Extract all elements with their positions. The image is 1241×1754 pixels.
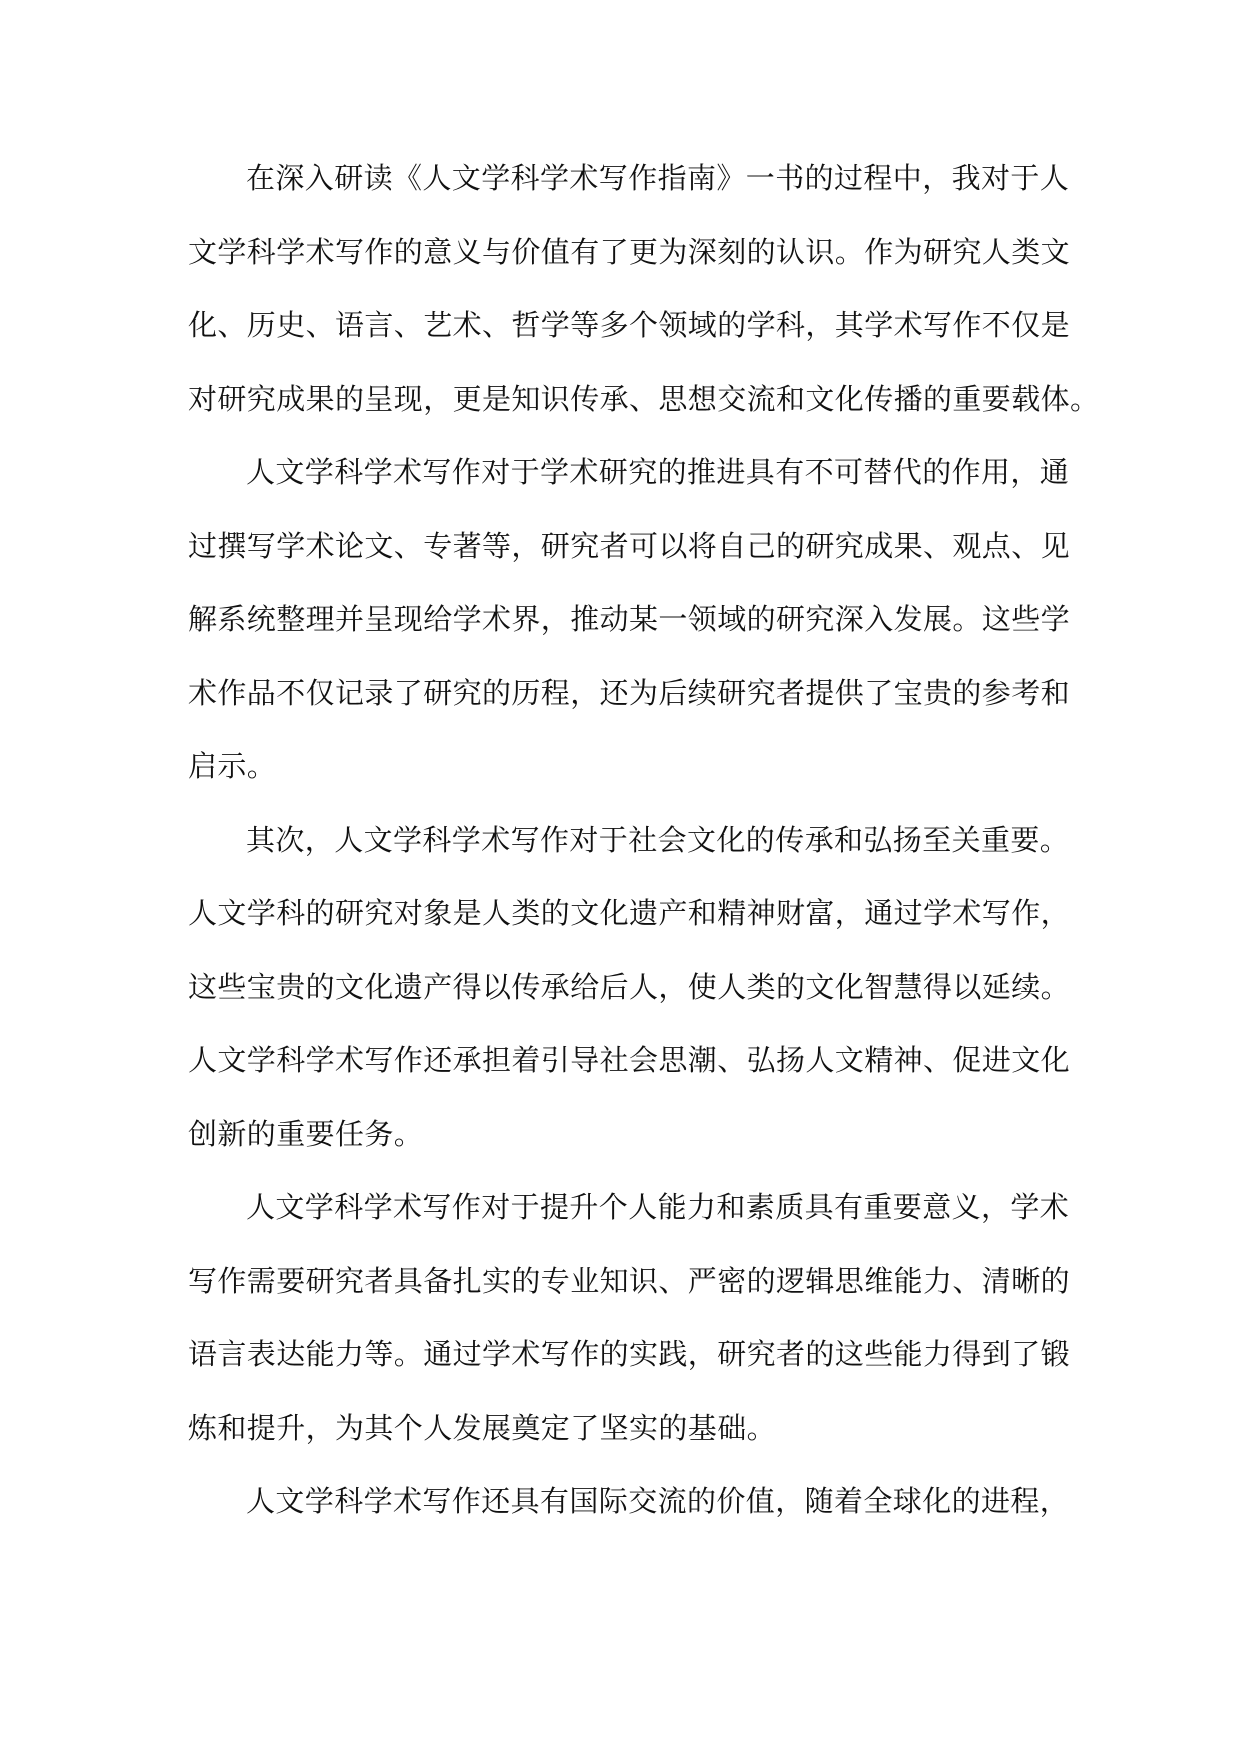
text-line: 启示。 xyxy=(188,749,277,783)
text-line: 炼和提升，为其个人发展奠定了坚实的基础。 xyxy=(188,1410,777,1445)
paragraph-2 xyxy=(188,436,1071,804)
text-line: 语言表达能力等。通过学术写作的实践，研究者的这些能力得到了锻 xyxy=(188,1337,1071,1371)
paragraph-4 xyxy=(188,1171,1071,1465)
text-line: 这些宝贵的文化遗产得以传承给后人，使人类的文化智慧得以延续。 xyxy=(188,969,1071,1004)
text-line: 创新的重要任务。 xyxy=(188,1116,424,1151)
text-line: 人文学科学术写作还承担着引导社会思潮、弘扬人文精神、促进文化 xyxy=(188,1043,1071,1077)
paragraph-5 xyxy=(188,1465,1070,1539)
text-line: 过撰写学术论文、专著等，研究者可以将自己的研究成果、观点、见 xyxy=(188,528,1071,563)
text-line: 对研究成果的呈现，更是知识传承、思想交流和文化传播的重要载体。 xyxy=(188,381,1100,416)
text-line: 术作品不仅记录了研究的历程，还为后续研究者提供了宝贵的参考和 xyxy=(188,675,1071,710)
text-line: 人文学科学术写作对于提升个人能力和素质具有重要意义，学术 xyxy=(246,1190,1070,1224)
paragraph-3 xyxy=(188,804,1071,1172)
text-line: 文学科学术写作的意义与价值有了更为深刻的认识。作为研究人类文 xyxy=(188,234,1071,269)
document-body xyxy=(188,142,1100,1539)
text-line: 解系统整理并呈现给学术界，推动某一领域的研究深入发展。这些学 xyxy=(188,602,1071,636)
text-line: 人文学科学术写作还具有国际交流的价值，随着全球化的进程， xyxy=(246,1484,1070,1518)
text-line: 化、历史、语言、艺术、哲学等多个领域的学科，其学术写作不仅是 xyxy=(188,308,1071,342)
text-line: 在深入研读《人文学科学术写作指南》一书的过程中，我对于人 xyxy=(246,161,1070,195)
text-line: 其次，人文学科学术写作对于社会文化的传承和弘扬至关重要。 xyxy=(246,822,1070,857)
text-line: 人文学科学术写作对于学术研究的推进具有不可替代的作用，通 xyxy=(246,455,1070,489)
paragraph-1 xyxy=(188,142,1100,436)
text-line: 写作需要研究者具备扎实的专业知识、严密的逻辑思维能力、清晰的 xyxy=(188,1263,1071,1298)
text-line: 人文学科的研究对象是人类的文化遗产和精神财富，通过学术写作， xyxy=(188,896,1071,930)
